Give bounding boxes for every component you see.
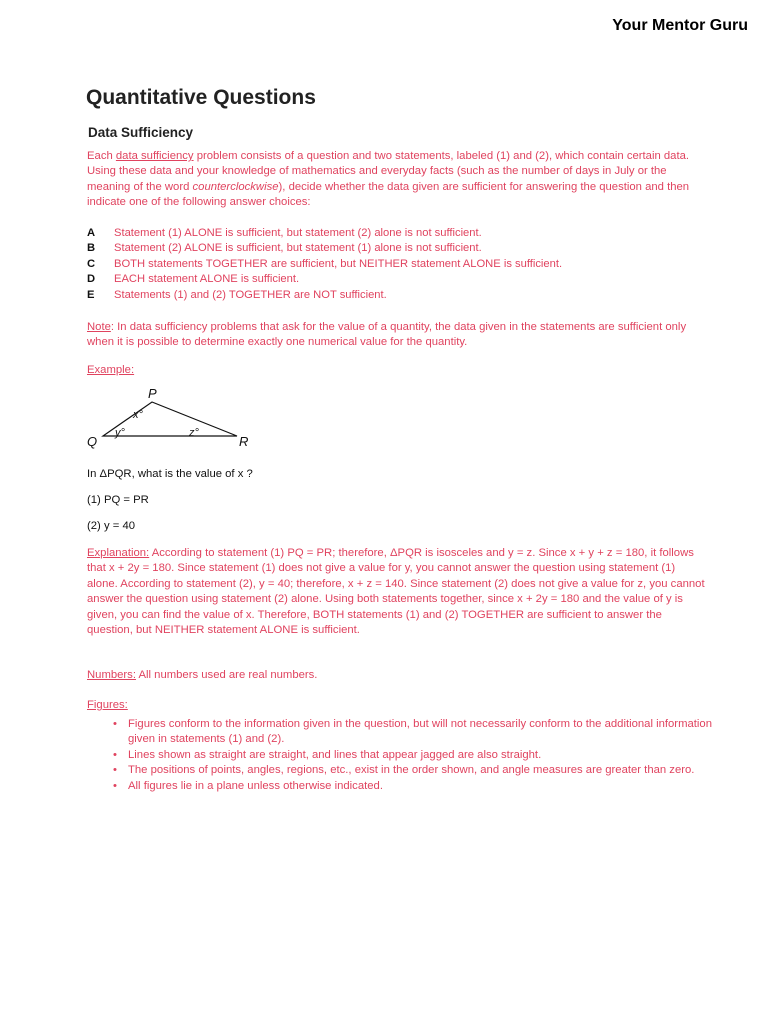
vertex-r-label: R xyxy=(239,434,249,449)
vertex-p-label: P xyxy=(148,386,157,401)
brand-name: Your Mentor Guru xyxy=(612,17,748,34)
explanation-paragraph: Explanation: According to statement (1) PQ = PR; therefore, ΔPQR is isosceles and y = z. Since x + y + z = 180, it follows that x + 2y = 180. Since statement (1) does not give a value for y, you cannot answer the question using statement (1) alone. According to statement (2), y = 40; therefore, x + z = 140. Since statement (2) does not give a value for z, you cannot answer the question using statement (2) alone. Using both statements together, since x + 2y = 180 and the value of y is given, you can find the value of x. Therefore, BOTH statements (1) and (2) TOGETHER are sufficient to answer the question, but NEITHER statement ALONE is sufficient. xyxy=(87,547,705,637)
angle-x-label: x° xyxy=(133,409,143,421)
answer-choices xyxy=(87,226,562,303)
answer-choice: A Statement (1) ALONE is sufficient, but statement (2) alone is not sufficient. xyxy=(87,227,482,239)
triangle-pqr-figure xyxy=(85,384,265,452)
intro-paragraph: Each data sufficiency problem consists of a question and two statements, labeled (1) and (2), which contain certain data. Using these data and your knowledge of mathematics and everyday facts (such as the number of days in July or the meaning of the word counterclockwise), decide whether the data given are sufficient for answering the question and then indicate one of the following answer choices: xyxy=(87,150,690,209)
list-item: • Lines shown as straight are straight, and lines that appear jagged are also straight. xyxy=(113,748,713,763)
data-sufficiency-link[interactable]: data sufficiency xyxy=(115,150,194,162)
figures-bullet-list xyxy=(113,717,713,794)
figures-label: Figures: xyxy=(87,699,128,711)
angle-y-label: y° xyxy=(115,427,125,439)
vertex-q-label: Q xyxy=(87,434,98,449)
list-item: • All figures lie in a plane unless otherwise indicated. xyxy=(113,779,713,794)
question-text: In ΔPQR, what is the value of x ? xyxy=(87,468,253,480)
list-item: • The positions of points, angles, regions, etc., exist in the order shown, and angle measures are greater than zero. xyxy=(113,763,713,778)
numbers-label: Numbers: xyxy=(87,669,136,681)
section-subtitle: Data Sufficiency xyxy=(88,125,194,140)
bullet-icon: • xyxy=(113,779,117,792)
answer-choice: E Statements (1) and (2) TOGETHER are NOT sufficient. xyxy=(87,288,387,301)
statement-one: (1) PQ = PR xyxy=(87,494,149,506)
bullet-icon: • xyxy=(113,748,117,761)
numbers-paragraph: Numbers: All numbers used are real numbers. xyxy=(87,669,318,681)
list-item: • Figures conform to the information given in the question, but will not necessarily conform to the additional information given in statements (1) and (2). xyxy=(113,718,712,746)
answer-choice: D EACH statement ALONE is sufficient. xyxy=(87,273,300,286)
note-label: Note xyxy=(87,321,111,333)
angle-z-label: z° xyxy=(189,427,199,439)
statement-two: (2) y = 40 xyxy=(87,520,136,532)
bullet-icon: • xyxy=(113,718,117,730)
page-title: Quantitative Questions xyxy=(86,86,316,109)
example-label: Example: xyxy=(87,364,135,376)
explanation-label: Explanation: xyxy=(87,547,150,559)
bullet-icon: • xyxy=(113,764,117,777)
note-paragraph: Note: In data sufficiency problems that ask for the value of a quantity, the data given in the statements are sufficient only when it is possible to determine exactly one numerical value for the quantity. xyxy=(87,321,687,349)
answer-choice: C BOTH statements TOGETHER are sufficient, but NEITHER statement ALONE is sufficient. xyxy=(87,257,563,270)
answer-choice: B Statement (2) ALONE is sufficient, but statement (1) alone is not sufficient. xyxy=(87,242,482,255)
